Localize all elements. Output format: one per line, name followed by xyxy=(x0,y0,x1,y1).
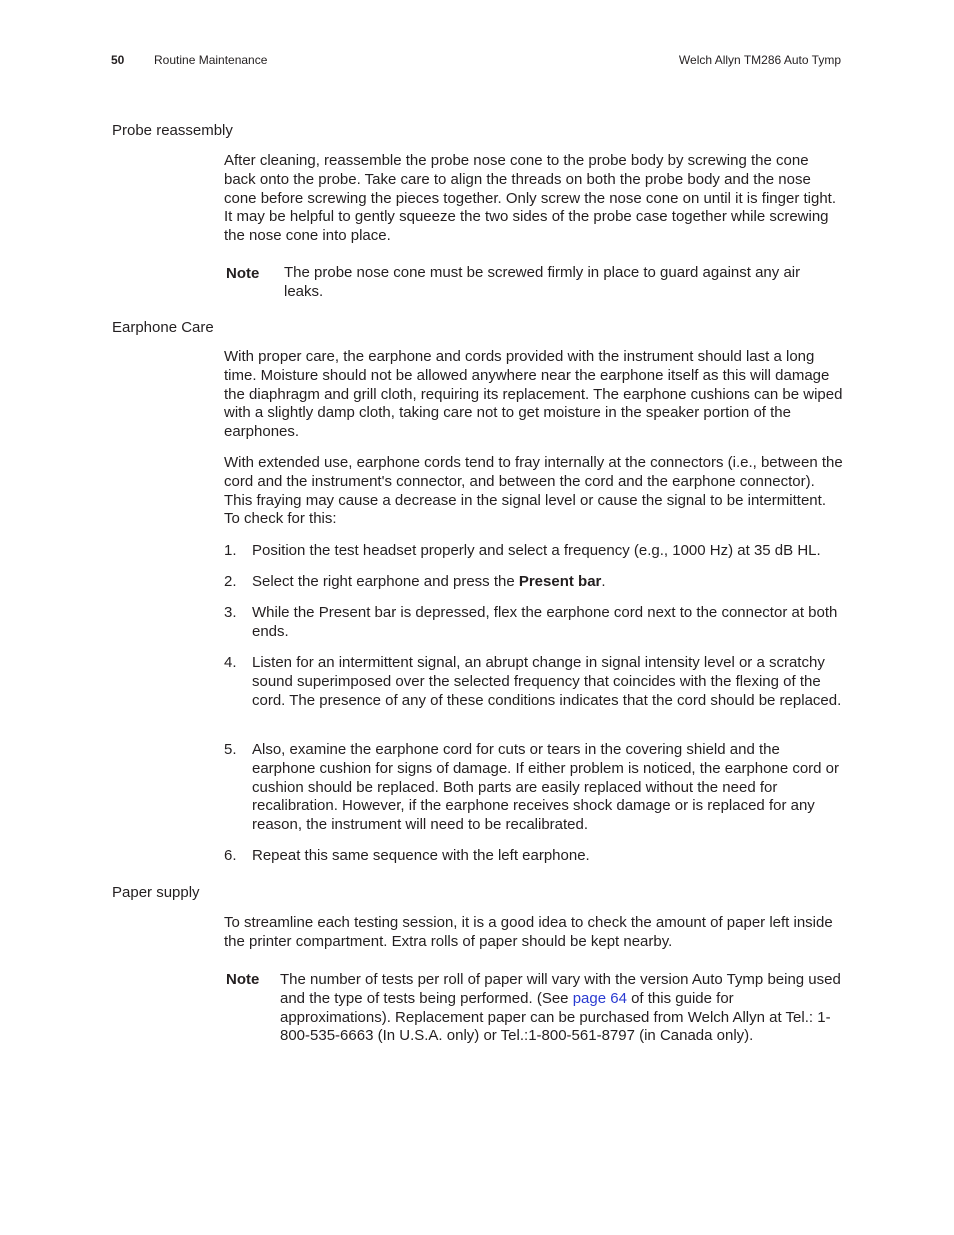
note-label: Note xyxy=(226,971,260,988)
page-64-link[interactable]: page 64 xyxy=(572,989,627,1007)
list-item-number: 4. xyxy=(224,654,237,671)
list-item-text: Select the right earphone and press the xyxy=(252,573,519,590)
paper-paragraph: To streamline each testing session, it is a good idea to check the amount of paper left inside the printer compartment. Extra rolls of paper should be kept nearby. xyxy=(224,914,833,950)
list-item: Listen for an intermittent signal, an abrupt change in signal intensity level or a scratchy sound superimposed over the selected frequency that coincides with the flexing of the cord. The presence of any of these conditions indicates that the cord should be replaced. xyxy=(252,654,842,709)
earphone-paragraph-1: With proper care, the earphone and cords provided with the instrument should last a long time. Moisture should not be allowed anywhere near the earphone itself as this will damage the diaphragm and grill cloth, requiring its replacement. The earphone cushions can be wiped with a slightly damp cloth, taking care not to get moisture in the speaker portion of the earphones. xyxy=(224,348,843,441)
earphone-paragraph-2: With extended use, earphone cords tend to fray internally at the connectors (i.e., between the cord and the instrument's connector, and between the cord and the earphone connector). This fraying may cause a decrease in the signal level or cause the signal to be intermittent. To check for this: xyxy=(224,454,843,528)
list-item xyxy=(252,573,844,592)
note-text xyxy=(280,971,842,1046)
list-item: Repeat this same sequence with the left earphone. xyxy=(252,847,590,864)
running-header-section: Routine Maintenance xyxy=(154,53,268,67)
list-item-number: 5. xyxy=(224,741,237,758)
heading-probe-reassembly: Probe reassembly xyxy=(112,122,233,139)
note-label: Note xyxy=(226,265,260,282)
note-text: The probe nose cone must be screwed firmly in place to guard against any air leaks. xyxy=(284,264,801,300)
list-item-number: 1. xyxy=(224,542,237,559)
present-bar-term: Present bar xyxy=(518,573,602,590)
running-header-product: Welch Allyn TM286 Auto Tymp xyxy=(678,53,841,67)
list-item: Also, examine the earphone cord for cuts or tears in the covering shield and the earphone cushion for signs of damage. If either problem is noticed, the earphone cord or cushion should be replaced. Both parts are easily replaced without the need for recalibration. However, if the earphone receives shock damage or is replaced for any reason, the instrument will need to be recalibrated. xyxy=(252,741,840,834)
list-item: While the Present bar is depressed, flex the earphone cord next to the connector at both ends. xyxy=(252,604,838,640)
note-text-part: of this guide for approximations). Replacement paper can be purchased from Welch Allyn at Tel.: 1-800-535-6663 (In U.S.A. only) or Tel.:1-800-561-8797 (in Canada only). xyxy=(280,989,831,1045)
list-item-text: . xyxy=(601,573,606,590)
list-item-number: 2. xyxy=(224,573,237,590)
note-text-part: The number of tests per roll of paper will vary with the version Auto Tymp being used and the type of tests being performed. (See xyxy=(280,971,841,1007)
probe-paragraph: After cleaning, reassemble the probe nose cone to the probe body by screwing the cone back onto the probe. Take care to align the threads on both the probe body and the nose cone before screwing the pieces together. Only screw the nose cone on until it is finger tight. It may be helpful to gently squeeze the two sides of the probe case together while screwing the nose cone into place. xyxy=(224,152,837,245)
heading-earphone-care: Earphone Care xyxy=(112,319,214,336)
list-item: Position the test headset properly and select a frequency (e.g., 1000 Hz) at 35 dB HL. xyxy=(252,542,821,559)
heading-paper-supply: Paper supply xyxy=(112,884,200,901)
list-item-number: 3. xyxy=(224,604,237,621)
page-number: 50 xyxy=(111,53,125,67)
list-item-number: 6. xyxy=(224,847,237,864)
